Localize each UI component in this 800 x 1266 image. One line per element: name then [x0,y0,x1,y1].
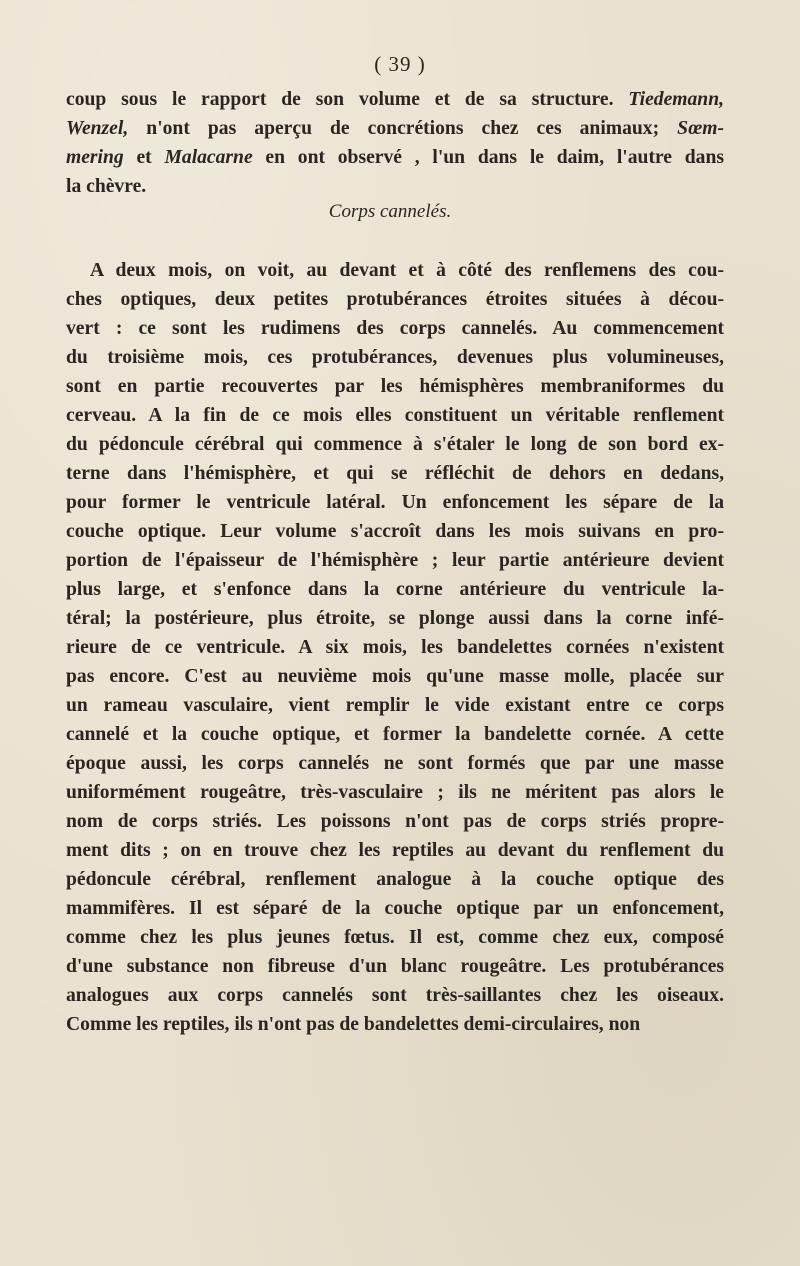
text-line: époque aussi, les corps cannelés ne sont formés que par une masse [66,753,724,774]
text-line: sont en partie recouvertes par les hémisphères membraniformes du [66,376,724,397]
text-line: du troisième mois, ces protubérances, devenues plus volumineuses, [66,347,724,368]
text-line: portion de l'épaisseur de l'hémisphère ; leur partie antérieure devient [66,550,724,571]
text-line: cannelé et la couche optique, et former la bandelette cornée. A cette [66,724,724,745]
text-run: la chèvre. [66,176,147,197]
text-line: rieure de ce ventricule. A six mois, les bandelettes cornées n'existent [66,637,724,658]
text-line: pas encore. C'est au neuvième mois qu'une masse molle, placée sur [66,666,724,687]
text-line: du pédoncule cérébral qui commence à s'étaler le long de son bord ex- [66,434,724,455]
text-line: ches optiques, deux petites protubérances étroites situées à décou- [66,289,724,310]
text-line [66,143,724,172]
intro-paragraph [66,85,724,201]
page-number: ( 39 ) [374,52,426,76]
text-line: nom de corps striés. Les poissons n'ont pas de corps striés propre- [66,811,724,832]
text-run: et [123,147,165,168]
text-line: téral; la postérieure, plus étroite, se plonge aussi dans la corne infé- [66,608,724,629]
text-line: ment dits ; on en trouve chez les reptiles au devant du renflement du [66,840,724,861]
text-line [66,85,724,114]
text-line: A deux mois, on voit, au devant et à côté des renflemens des cou- [90,260,724,281]
italic-name: Sœm- [677,118,724,139]
section-heading: Corps cannelés. [328,201,452,222]
text-line: analogues aux corps cannelés sont très-saillantes chez les oiseaux. [66,985,724,1006]
text-run: n'ont pas aperçu de concrétions chez ces animaux; [128,118,678,139]
text-line: pédoncule cérébral, renflement analogue à la couche optique des [66,869,724,890]
text-line: mammifères. Il est séparé de la couche optique par un enfoncement, [66,898,724,919]
text-line [66,114,724,143]
text-line: uniformément rougeâtre, très-vasculaire ; ils ne méritent pas alors le [66,782,724,803]
text-line: pour former le ventricule latéral. Un enfoncement les sépare de la [66,492,724,513]
text-line: Comme les reptiles, ils n'ont pas de bandelettes demi-circulaires, non [66,1014,641,1035]
italic-name: mering [66,147,124,168]
text-run: en ont observé , l'un dans le daim, l'autre dans [252,147,724,168]
body-paragraph [66,256,724,1039]
text-run: coup sous le rapport de son volume et de sa structure. [66,89,629,110]
text-line: cerveau. A la fin de ce mois elles constituent un véritable renflement [66,405,724,426]
text-line: plus large, et s'enfonce dans la corne antérieure du ventricule la- [66,579,724,600]
text-line: d'une substance non fibreuse d'un blanc rougeâtre. Les protubérances [66,956,724,977]
text-line: vert : ce sont les rudimens des corps cannelés. Au commencement [66,318,724,339]
text-line: terne dans l'hémisphère, et qui se réfléchit de dehors en dedans, [66,463,724,484]
italic-name: Tiedemann, [628,89,724,110]
italic-name: Wenzel, [66,118,129,139]
italic-name: Malacarne [164,147,253,168]
text-line: comme chez les plus jeunes fœtus. Il est, comme chez eux, composé [66,927,724,948]
text-line: couche optique. Leur volume s'accroît dans les mois suivans en pro- [66,521,724,542]
text-line: un rameau vasculaire, vient remplir le vide existant entre ce corps [66,695,724,716]
text-line [66,172,724,201]
